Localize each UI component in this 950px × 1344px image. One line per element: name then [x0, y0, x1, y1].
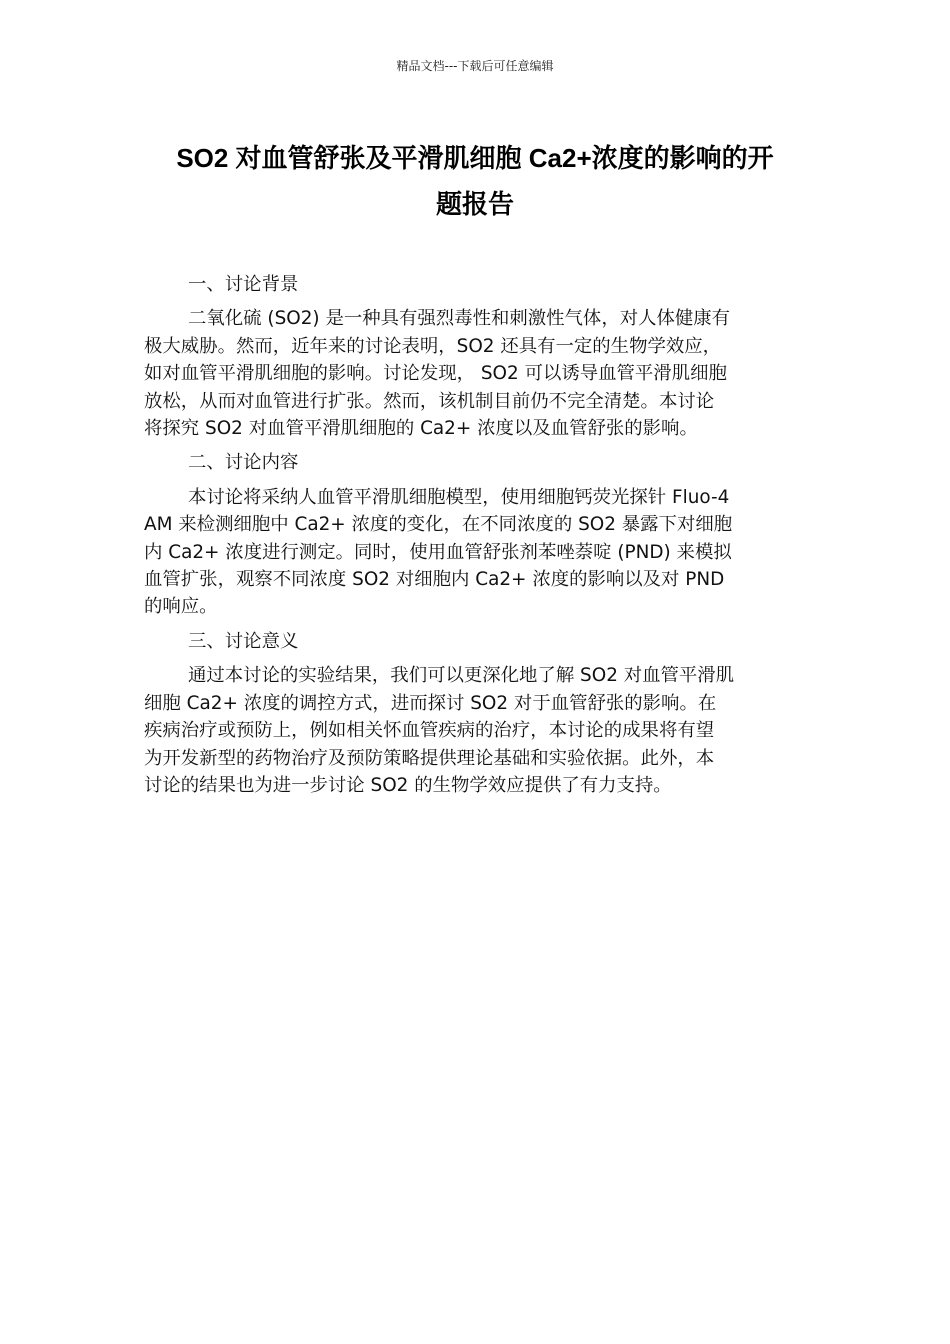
paragraph-line: 如对血管平滑肌细胞的影响。讨论发现， SO2 可以诱导血管平滑肌细胞	[144, 363, 727, 385]
paragraph-line: 放松，从而对血管进行扩张。然而，该机制目前仍不完全清楚。本讨论	[144, 390, 715, 412]
header-note: 精品文档---下载后可任意编辑	[396, 59, 554, 73]
section-heading-background: 一、讨论背景	[188, 274, 299, 295]
paragraph-line: AM 来检测细胞中 Ca2+ 浓度的变化，在不同浓度的 SO2 暴露下对细胞	[144, 514, 733, 536]
title-line: SO2 对血管舒张及平滑肌细胞 Ca2+浓度的影响的开	[176, 143, 774, 173]
section-heading-significance: 三、讨论意义	[188, 630, 299, 652]
paragraph-line: 讨论的结果也为进一步讨论 SO2 的生物学效应提供了有力支持。	[144, 774, 672, 796]
document-title	[140, 135, 810, 227]
paragraph-line: 疾病治疗或预防上，例如相关怀血管疾病的治疗，本讨论的成果将有望	[144, 720, 715, 742]
paragraph-line: 细胞 Ca2+ 浓度的调控方式，进而探讨 SO2 对于血管舒张的影响。在	[144, 692, 717, 714]
paragraph-background	[144, 305, 806, 442]
paragraph-line: 二氧化硫 (SO2) 是一种具有强烈毒性和刺激性气体，对人体健康有	[188, 308, 731, 330]
paragraph-line: 极大威胁。然而，近年来的讨论表明，SO2 还具有一定的生物学效应，	[144, 335, 722, 357]
paragraph-line: 的响应。	[144, 596, 218, 618]
paragraph-line: 本讨论将采纳人血管平滑肌细胞模型，使用细胞钙荧光探针 Fluo-4	[188, 486, 730, 508]
title-line: 题报告	[435, 189, 514, 219]
section-heading-content: 二、讨论内容	[188, 452, 299, 474]
paragraph-content	[144, 484, 806, 621]
paragraph-line: 将探究 SO2 对血管平滑肌细胞的 Ca2+ 浓度以及血管舒张的影响。	[144, 418, 698, 440]
paragraph-line: 内 Ca2+ 浓度进行测定。同时，使用血管舒张剂苯唑萘啶 (PND) 来模拟	[144, 541, 732, 563]
document-body	[144, 271, 806, 806]
paragraph-line: 为开发新型的药物治疗及预防策略提供理论基础和实验依据。此外，本	[144, 747, 715, 769]
paragraph-line: 通过本讨论的实验结果，我们可以更深化地了解 SO2 对血管平滑肌	[188, 665, 735, 687]
paragraph-significance	[144, 662, 806, 799]
paragraph-line: 血管扩张，观察不同浓度 SO2 对细胞内 Ca2+ 浓度的影响以及对 PND	[144, 569, 725, 591]
